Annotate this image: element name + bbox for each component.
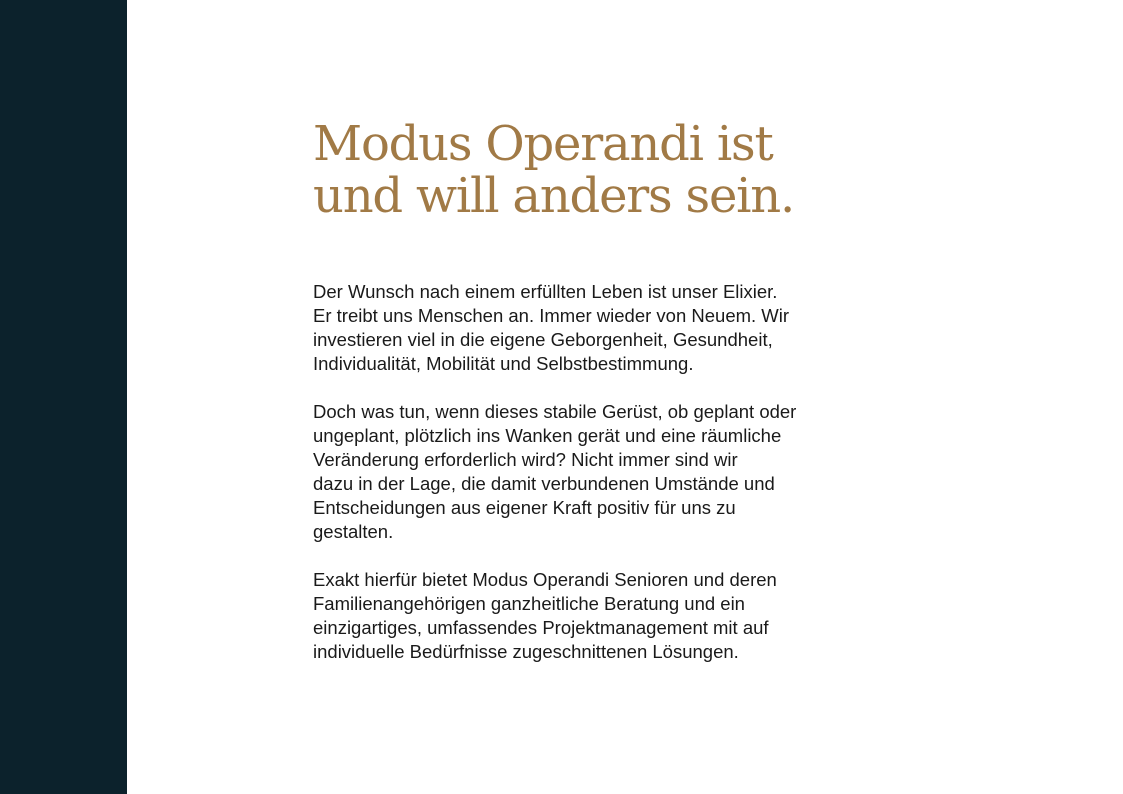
paragraph-3 <box>313 568 833 664</box>
paragraph-line: Entscheidungen aus eigener Kraft positiv für uns zu <box>313 497 736 518</box>
paragraph-line: gestalten. <box>313 521 394 542</box>
paragraph-line: Der Wunsch nach einem erfüllten Leben ist unser Elixier. <box>313 281 778 302</box>
sidebar-band <box>0 0 127 794</box>
paragraph-line: individuelle Bedürfnisse zugeschnittenen Lösungen. <box>313 641 739 662</box>
paragraph-line: Individualität, Mobilität und Selbstbestimmung. <box>313 353 694 374</box>
headline <box>313 118 833 222</box>
paragraph-line: investieren viel in die eigene Geborgenheit, Gesundheit, <box>313 329 773 350</box>
headline-line-1: Modus Operandi ist <box>313 116 773 172</box>
headline-line-2: und will anders sein. <box>313 168 795 224</box>
paragraph-line: Veränderung erforderlich wird? Nicht immer sind wir <box>313 449 738 470</box>
body-text <box>313 280 833 664</box>
paragraph-1 <box>313 280 833 376</box>
paragraph-line: Familienangehörigen ganzheitliche Beratung und ein <box>313 593 745 614</box>
paragraph-line: dazu in der Lage, die damit verbundenen Umstände und <box>313 473 775 494</box>
content-column <box>313 118 833 688</box>
paragraph-line: Exakt hierfür bietet Modus Operandi Senioren und deren <box>313 569 777 590</box>
paragraph-line: ungeplant, plötzlich ins Wanken gerät und eine räumliche <box>313 425 782 446</box>
paragraph-line: einzigartiges, umfassendes Projektmanagement mit auf <box>313 617 769 638</box>
paragraph-2 <box>313 400 833 544</box>
paragraph-line: Doch was tun, wenn dieses stabile Gerüst, ob geplant oder <box>313 401 797 422</box>
paragraph-line: Er treibt uns Menschen an. Immer wieder von Neuem. Wir <box>313 305 790 326</box>
